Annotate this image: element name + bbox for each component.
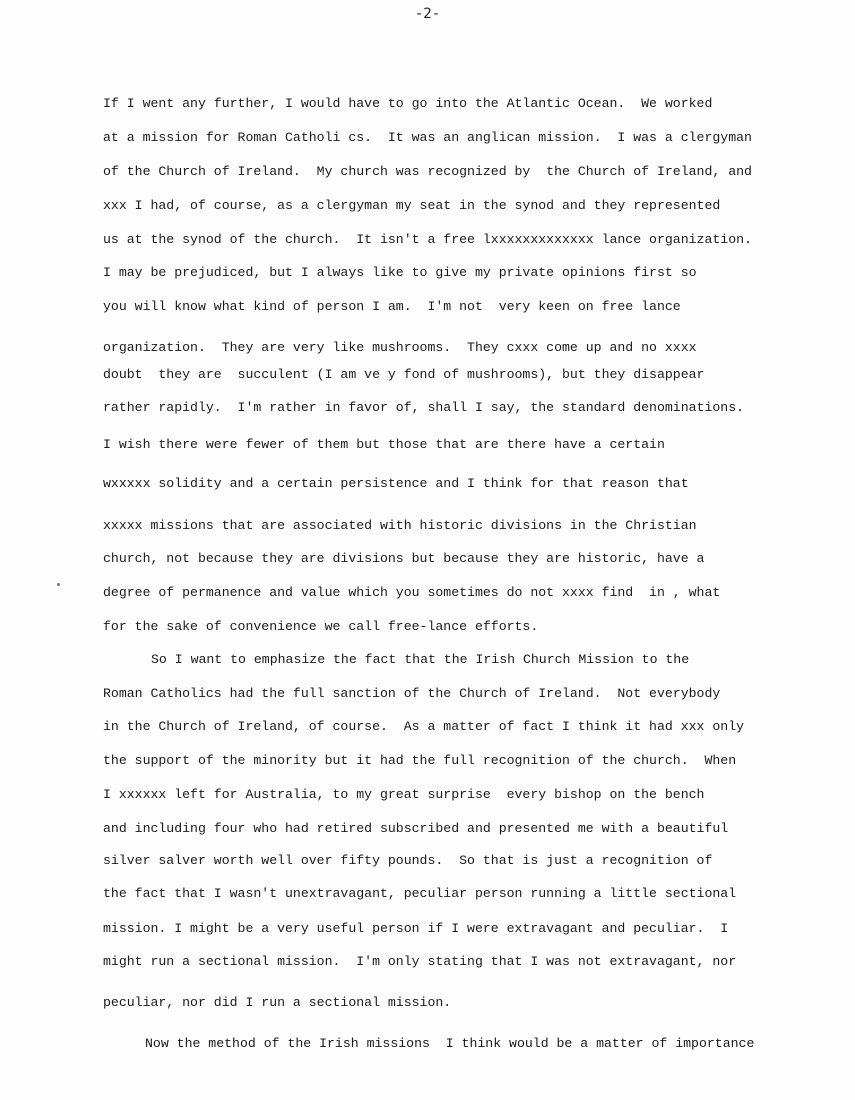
text-line-3: of the Church of Ireland. My church was recognized by the Church of Ireland, and xyxy=(103,164,752,179)
text-line-14: church, not because they are divisions but because they are historic, have a xyxy=(103,551,705,566)
text-line-12: wxxxxx solidity and a certain persistence and I think for that reason that xyxy=(103,476,689,491)
text-line-17: So I want to emphasize the fact that the Irish Church Mission to the xyxy=(151,652,690,667)
text-line-19: in the Church of Ireland, of course. As a matter of fact I think it had xxx only xyxy=(103,719,745,734)
text-line-21: I xxxxxx left for Australia, to my great surprise every bishop on the bench xyxy=(103,787,705,802)
text-line-22: and including four who had retired subscribed and presented me with a beautiful xyxy=(103,821,729,836)
text-line-10: rather rapidly. I'm rather in favor of, shall I say, the standard denominations. xyxy=(103,400,745,415)
text-line-15: degree of permanence and value which you sometimes do not xxxx find in , what xyxy=(103,585,721,600)
text-line-24: the fact that I wasn't unextravagant, peculiar person running a little sectional xyxy=(103,886,737,901)
paper-speck xyxy=(57,583,60,586)
text-line-18: Roman Catholics had the full sanction of the Church of Ireland. Not everybody xyxy=(103,686,721,701)
text-line-16: for the sake of convenience we call free-lance efforts. xyxy=(103,619,539,634)
text-line-23: silver salver worth well over fifty pounds. So that is just a recognition of xyxy=(103,853,713,868)
text-line-2: at a mission for Roman Catholi cs. It was an anglican mission. I was a clergyman xyxy=(103,130,752,145)
text-line-6: I may be prejudiced, but I always like to give my private opinions first so xyxy=(103,265,697,280)
text-line-7: you will know what kind of person I am. I'm not very keen on free lance xyxy=(103,299,681,314)
page-number: -2- xyxy=(414,6,441,22)
text-line-20: the support of the minority but it had the full recognition of the church. When xyxy=(103,753,737,768)
text-line-8: organization. They are very like mushrooms. They cxxx come up and no xxxx xyxy=(103,340,697,355)
text-line-26: might run a sectional mission. I'm only stating that I was not extravagant, nor xyxy=(103,954,737,969)
text-line-4: xxx I had, of course, as a clergyman my seat in the synod and they represented xyxy=(103,198,721,213)
text-line-11: I wish there were fewer of them but those that are there have a certain xyxy=(103,437,665,452)
text-line-1: If I went any further, I would have to go into the Atlantic Ocean. We worked xyxy=(103,96,713,111)
text-line-5: us at the synod of the church. It isn't a free lxxxxxxxxxxxxx lance organization. xyxy=(103,232,752,247)
text-line-9: doubt they are succulent (I am ve y fond of mushrooms), but they disappear xyxy=(103,367,705,382)
text-line-28: Now the method of the Irish missions I think would be a matter of importance xyxy=(145,1036,755,1051)
text-line-25: mission. I might be a very useful person if I were extravagant and peculiar. I xyxy=(103,921,729,936)
text-line-27: peculiar, nor did I run a sectional mission. xyxy=(103,995,452,1010)
text-line-13: xxxxx missions that are associated with historic divisions in the Christian xyxy=(103,518,697,533)
